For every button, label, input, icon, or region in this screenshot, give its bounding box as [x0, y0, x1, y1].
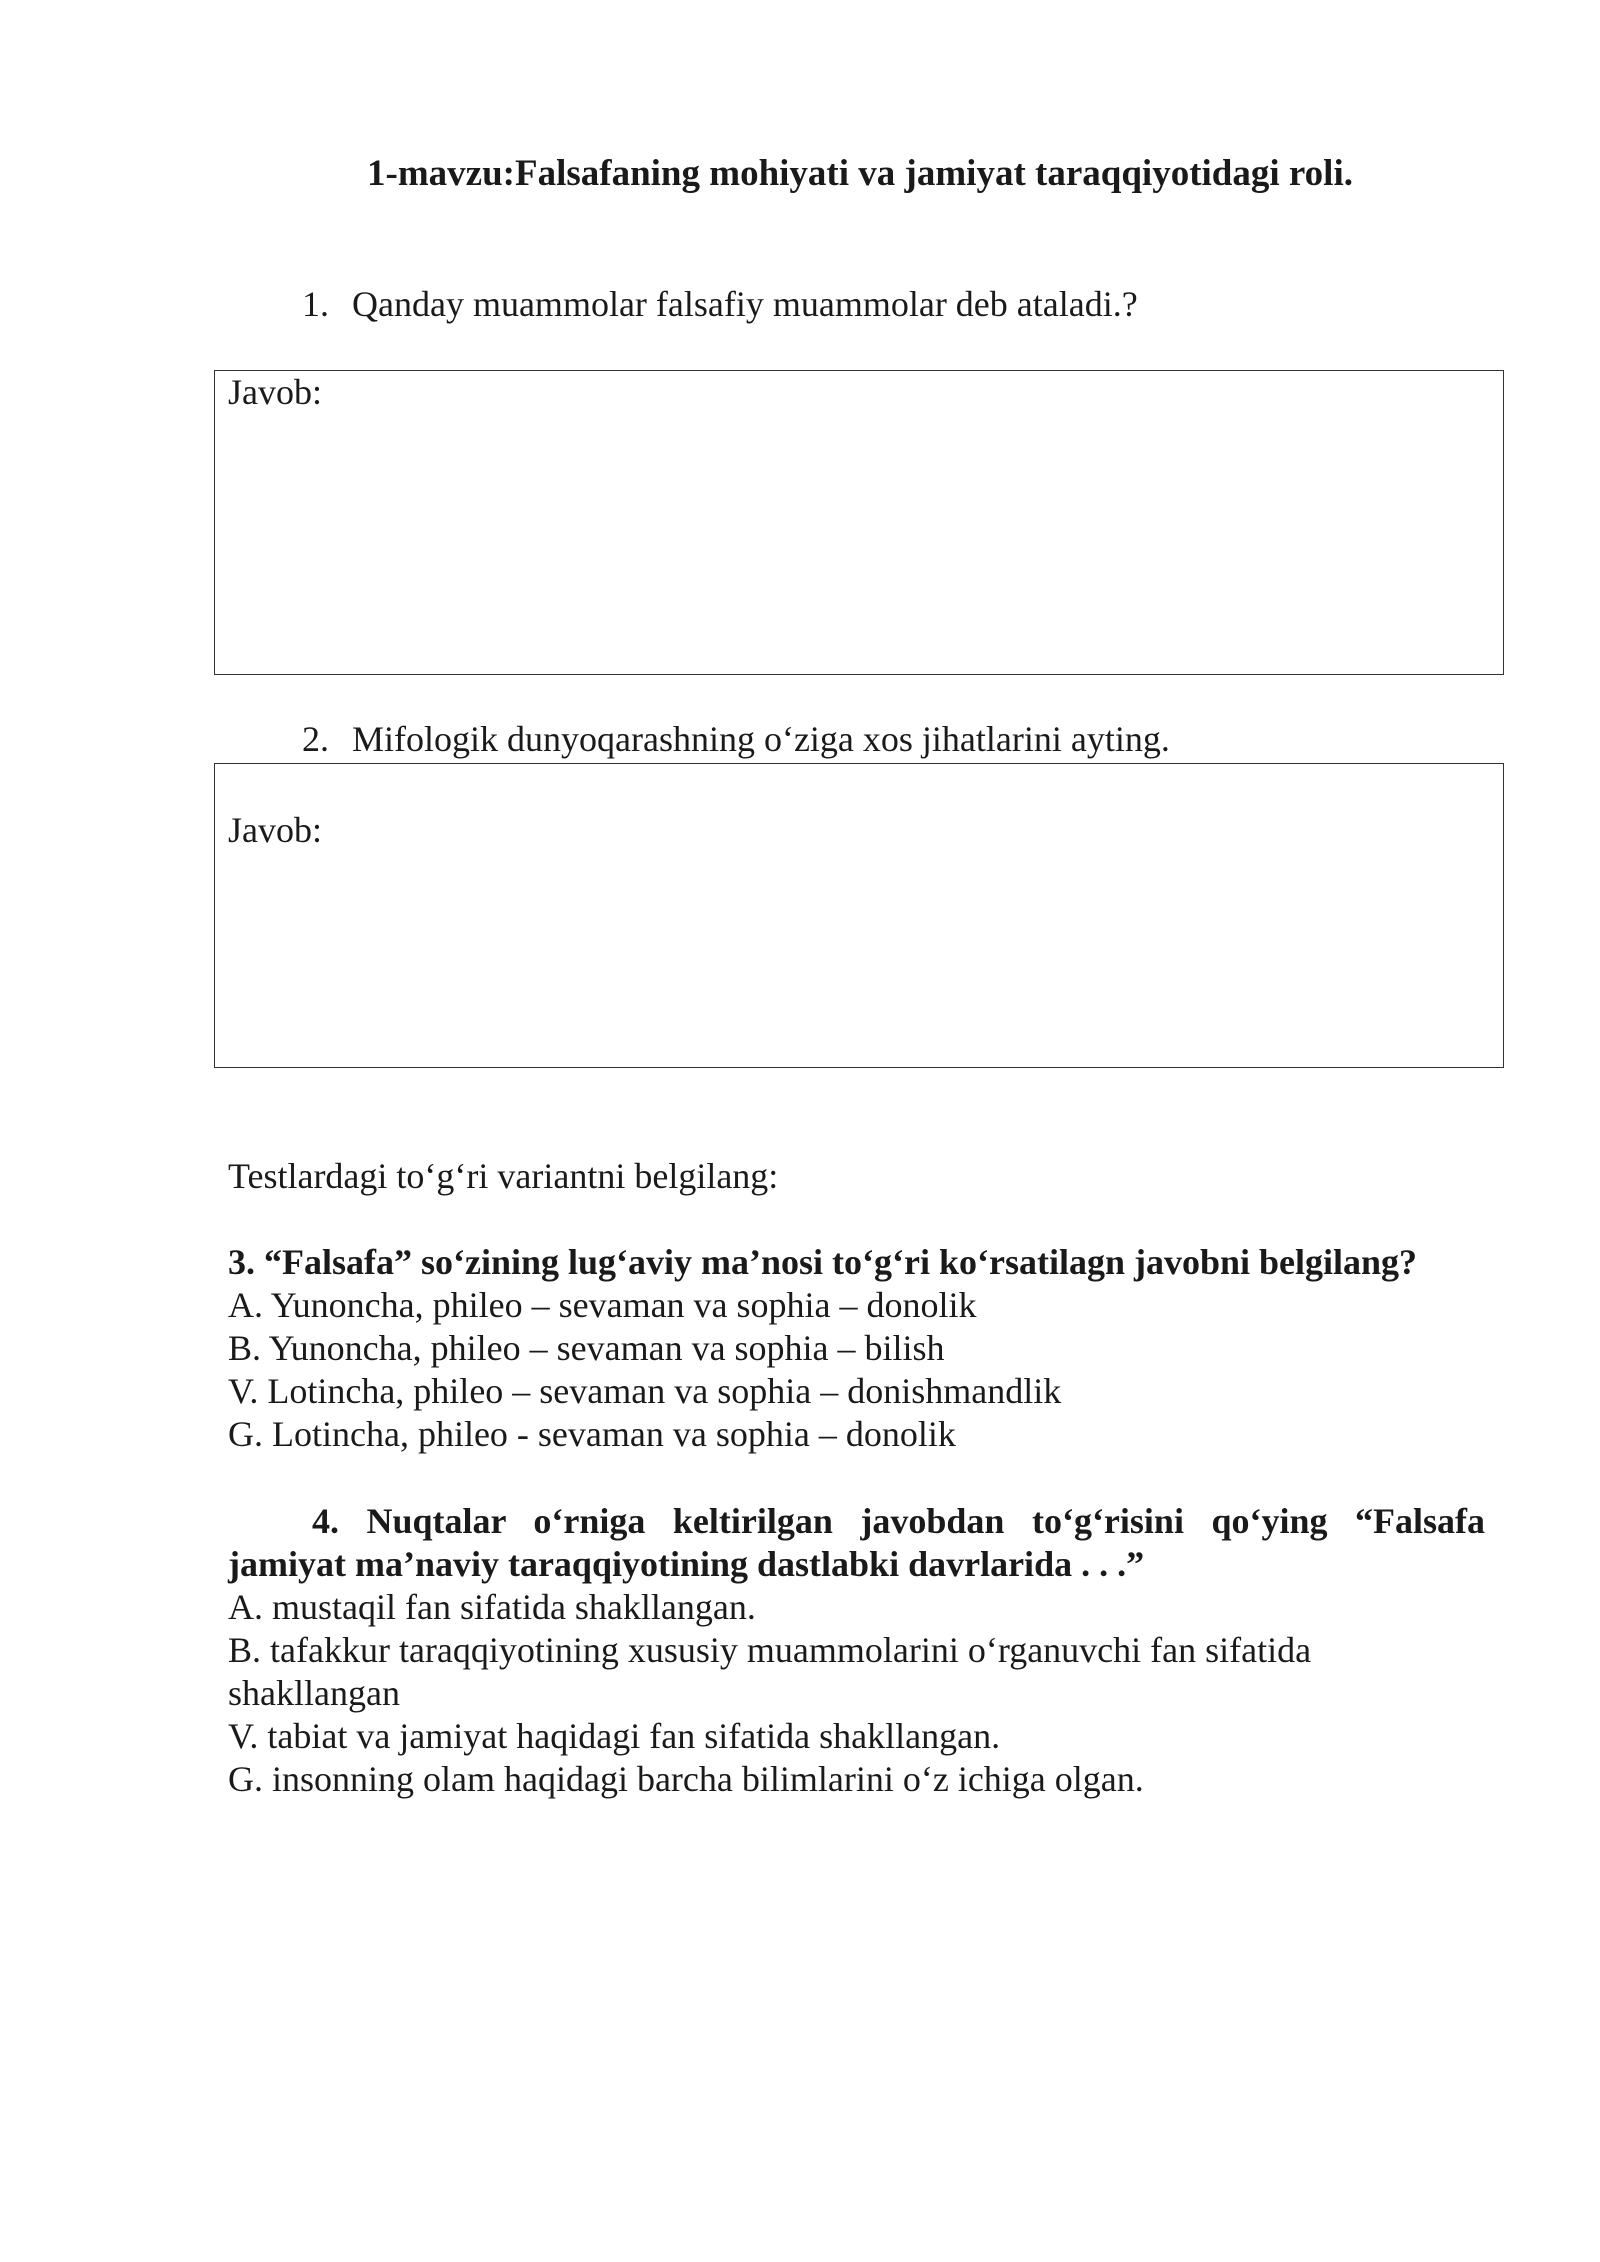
option-g: G. insonning olam haqidagi barcha bilimlarini o‘z ichiga olgan.	[228, 1759, 1144, 1799]
answer-label: Javob:	[228, 810, 322, 850]
answer-box-1[interactable]	[214, 370, 1504, 675]
answer-box-2[interactable]	[214, 763, 1504, 1068]
option-a: A. Yunoncha, phileo – sevaman va sophia – donolik	[228, 1285, 977, 1325]
option-v: V. Lotincha, phileo – sevaman va sophia – donishmandlik	[228, 1371, 1062, 1411]
option-b: B. Yunoncha, phileo – sevaman va sophia – bilish	[228, 1328, 945, 1368]
option-b-continuation: shakllangan	[228, 1673, 400, 1713]
option-b: B. tafakkur taraqqiyotining xususiy muammolarini o‘rganuvchi fan sifatida	[228, 1630, 1312, 1670]
question-2	[302, 718, 1170, 761]
question-4-line-2: jamiyat ma’naviy taraqqiyotining dastlabki davrlarida . . .”	[228, 1544, 1145, 1584]
question-3: 3. “Falsafa” so‘zining lug‘aviy ma’nosi to‘g‘ri ko‘rsatilagn javobni belgilang?	[228, 1242, 1418, 1282]
question-number: 1.	[302, 284, 329, 324]
question-text: Mifologik dunyoqarashning o‘ziga xos jihatlarini ayting.	[352, 719, 1170, 759]
question-1	[302, 283, 1138, 326]
tests-heading: Testlardagi to‘g‘ri variantni belgilang:	[228, 1156, 779, 1196]
question-4-line-1: 4. Nuqtalar o‘rniga keltirilgan javobdan to‘g‘risini qo‘ying “Falsafa	[312, 1501, 1485, 1541]
option-a: A. mustaqil fan sifatida shakllangan.	[228, 1587, 756, 1627]
question-number: 2.	[302, 719, 329, 759]
answer-label: Javob:	[228, 372, 322, 412]
option-g: G. Lotincha, phileo - sevaman va sophia – donolik	[228, 1414, 956, 1454]
page-title: 1-mavzu:Falsafaning mohiyati va jamiyat taraqqiyotidagi roli.	[367, 153, 1353, 194]
option-v: V. tabiat va jamiyat haqidagi fan sifatida shakllangan.	[228, 1716, 1001, 1756]
question-text: Qanday muammolar falsafiy muammolar deb ataladi.?	[352, 284, 1138, 324]
